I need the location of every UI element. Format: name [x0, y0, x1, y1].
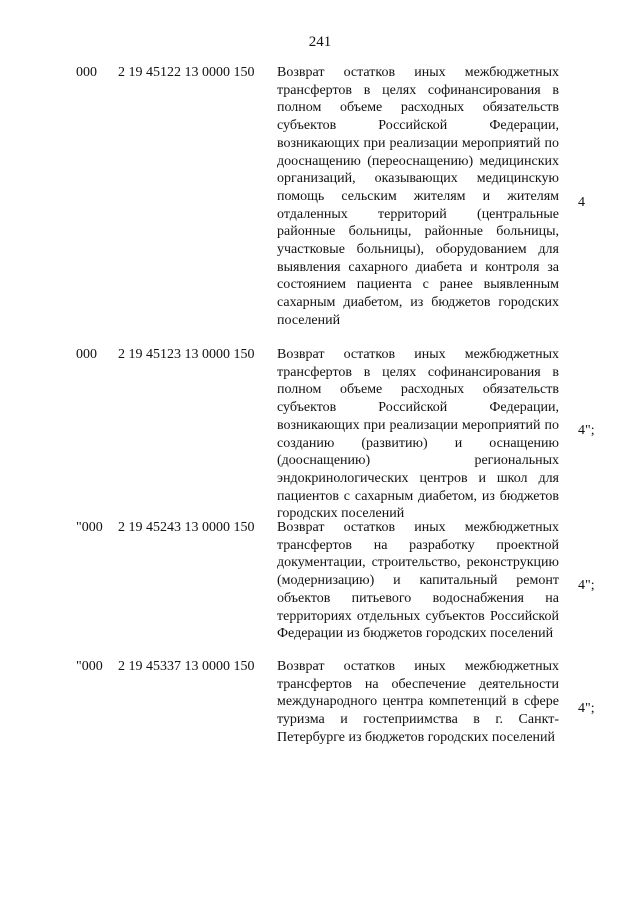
- row-description: Возврат остатков иных межбюджетных трансфертов в целях софинансирования в полном объеме расходных обязательств субъектов Российской Федерации, возникающих при реализации мероприятий по созданию (развитию) и оснащению (дооснащению) региональных эндокринологических центров и школ для пациентов с сахарным диабетом, из бюджетов городских поселений: [277, 347, 559, 522]
- row-description: Возврат остатков иных межбюджетных трансфертов в целях софинансирования в полном объеме расходных обязательств субъектов Российской Федерации, возникающих при реализации мероприятий по дооснащению (переоснащению) медицинских организаций, оказывающих медицинскую помощь сельским жителям и жителям отдаленных территорий (центральные районные больницы, районные больницы, участковые больницы), оборудованием для выявления сахарного диабета и контроля за состоянием пациента с ранее выявленным сахарным диабетом, из бюджетов городских поселений: [277, 65, 559, 328]
- row-value: 4";: [578, 578, 595, 593]
- income-code: 2 19 45337 13 0000 150: [118, 659, 255, 674]
- admin-code: 000: [76, 347, 97, 362]
- income-code: 2 19 45123 13 0000 150: [118, 347, 255, 362]
- admin-code: 000: [76, 65, 97, 80]
- income-code: 2 19 45243 13 0000 150: [118, 520, 255, 535]
- row-description: Возврат остатков иных межбюджетных трансфертов на разработку проектной документации, строительство, реконструкцию (модернизацию) и капитальный ремонт объектов питьевого водоснабжения на территориях отдельных субъектов Российской Федерации из бюджетов городских поселений: [277, 520, 559, 642]
- row-value: 4: [578, 195, 585, 210]
- admin-code: "000: [76, 520, 103, 535]
- admin-code: "000: [76, 659, 103, 674]
- income-code: 2 19 45122 13 0000 150: [118, 65, 255, 80]
- row-description: Возврат остатков иных межбюджетных трансфертов на обеспечение деятельности международного центра компетенций в сфере туризма и гостеприимства в г. Санкт-Петербурге из бюджетов городских поселений: [277, 659, 559, 745]
- page-number: 241: [308, 34, 332, 50]
- row-value: 4";: [578, 701, 595, 716]
- row-value: 4";: [578, 423, 595, 438]
